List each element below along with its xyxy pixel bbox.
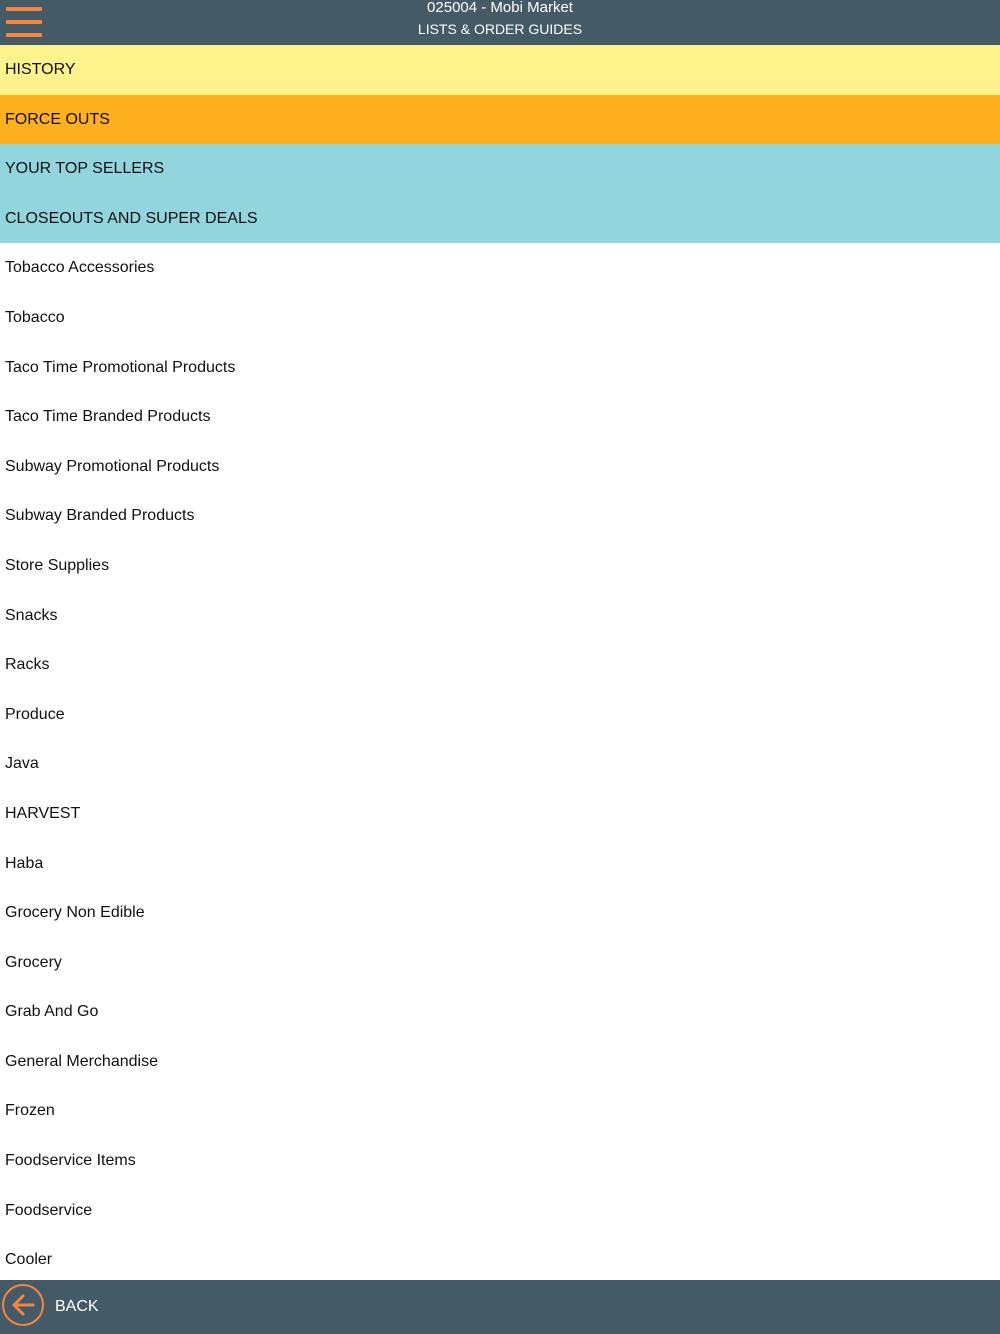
list-item[interactable]: Subway Branded Products	[0, 491, 1000, 541]
list-item[interactable]: Foodservice Items	[0, 1136, 1000, 1186]
list-item[interactable]: Taco Time Promotional Products	[0, 343, 1000, 393]
page-title: LISTS & ORDER GUIDES	[417, 21, 583, 37]
list-item[interactable]: Tobacco	[0, 293, 1000, 343]
list-item[interactable]: HARVEST	[0, 789, 1000, 839]
list-item[interactable]: General Merchandise	[0, 1037, 1000, 1087]
back-arrow-circle-icon	[2, 1284, 44, 1326]
list-item[interactable]: Racks	[0, 640, 1000, 690]
top-bar	[0, 0, 1000, 45]
list-item[interactable]: Haba	[0, 839, 1000, 889]
list-item[interactable]: Store Supplies	[0, 541, 1000, 591]
list-item[interactable]: YOUR TOP SELLERS	[0, 144, 1000, 194]
back-label: BACK	[55, 1298, 99, 1315]
list-item[interactable]: Java	[0, 739, 1000, 789]
list-item[interactable]: Frozen	[0, 1086, 1000, 1136]
list-item[interactable]: Taco Time Branded Products	[0, 392, 1000, 442]
list-item[interactable]: HISTORY	[0, 45, 1000, 95]
list-item[interactable]: Grab And Go	[0, 987, 1000, 1037]
back-button[interactable]	[0, 1280, 140, 1334]
list-item[interactable]: Snacks	[0, 591, 1000, 641]
list-item[interactable]: Foodservice	[0, 1186, 1000, 1236]
account-name: 025004 - Mobi Market	[427, 0, 573, 16]
list-item[interactable]: CLOSEOUTS AND SUPER DEALS	[0, 194, 1000, 244]
bottom-bar	[0, 1280, 1000, 1334]
list-item[interactable]: Produce	[0, 690, 1000, 740]
list-item[interactable]: Tobacco Accessories	[0, 243, 1000, 293]
list-item[interactable]: Grocery Non Edible	[0, 888, 1000, 938]
list-item[interactable]: FORCE OUTS	[0, 95, 1000, 145]
list-item[interactable]: Cooler	[0, 1235, 1000, 1285]
list-item[interactable]: Grocery	[0, 938, 1000, 988]
list-item[interactable]: Subway Promotional Products	[0, 442, 1000, 492]
back-arrow-icon	[11, 1293, 35, 1317]
order-guide-list	[0, 45, 1000, 1285]
